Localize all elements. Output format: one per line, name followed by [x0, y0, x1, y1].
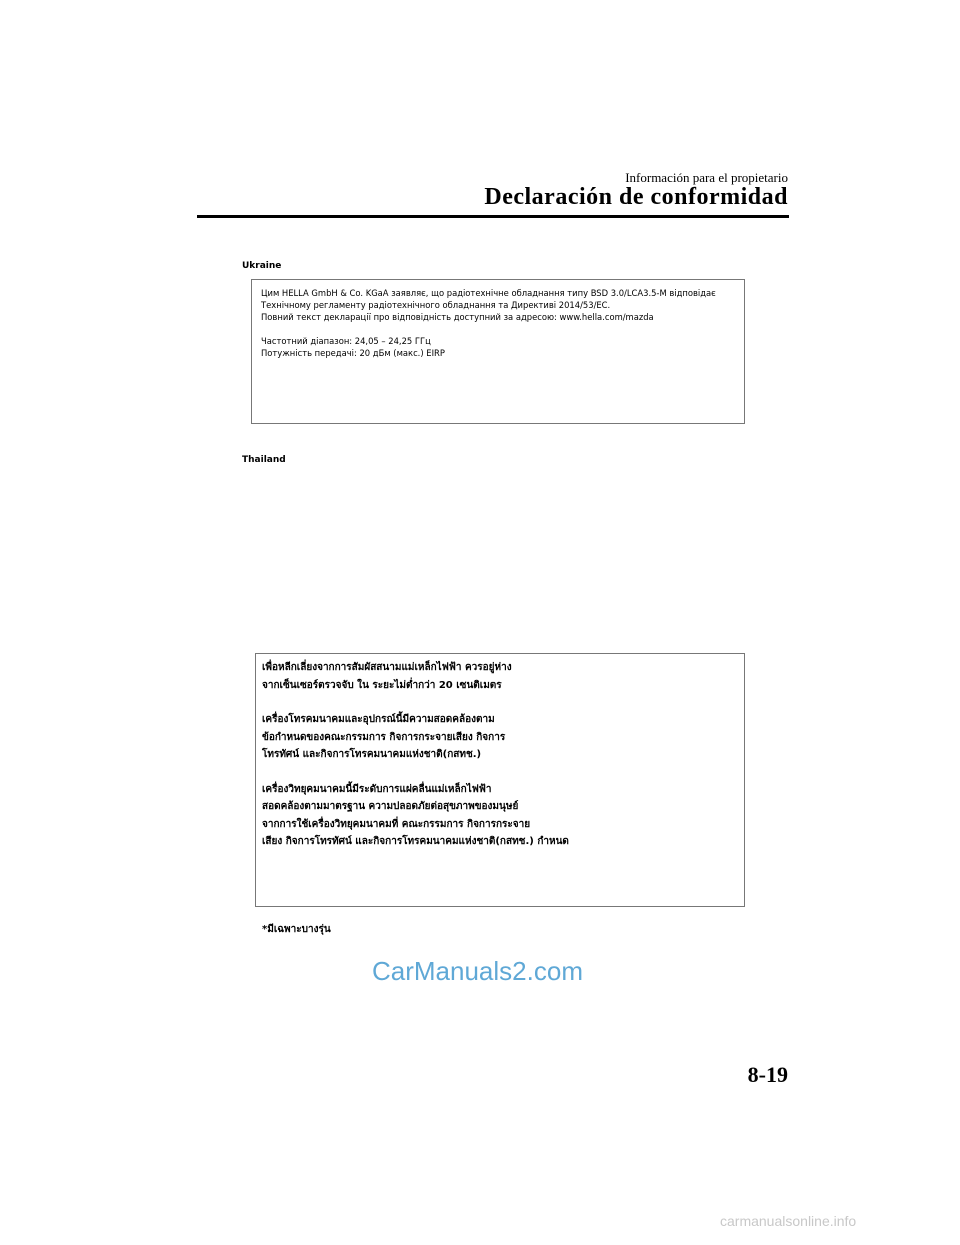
thailand-line: เพื่อหลีกเลี่ยงจากการสัมผัสสนามแม่เหล็กไฟฟ้า ควรอยู่ห่าง [262, 662, 512, 673]
thailand-line: สอดคล้องตามมาตรฐาน ความปลอดภัยต่อสุขภาพของมนุษย์ [262, 801, 519, 812]
header-divider [197, 215, 789, 218]
thailand-label: Thailand [242, 455, 286, 465]
thailand-line: ข้อกำหนดของคณะกรรมการ กิจการกระจายเสียง กิจการ [262, 731, 506, 743]
thailand-line: เสียง กิจการโทรทัศน์ และกิจการโทรคมนาคมแห่งชาติ(กสทช.) กำหนด [262, 836, 569, 847]
thailand-line: จากเซ็นเซอร์ตรวจจับ ใน ระยะไม่ต่ำกว่า 20 เซนติเมตร [262, 679, 502, 691]
ukraine-label: Ukraine [242, 261, 282, 271]
ukraine-spec: Потужність передачі: 20 дБм (макс.) EIRP [261, 348, 445, 358]
ukraine-line: Технічному регламенту радіотехнічного обладнання та Директиві 2014/53/EC. [261, 300, 611, 310]
watermark-link[interactable]: CarManuals2.com [372, 956, 583, 986]
ukraine-spec: Частотний діапазон: 24,05 – 24,25 ГГц [261, 336, 431, 346]
thailand-line: จากการใช้เครื่องวิทยุคมนาคมที่ คณะกรรมการ กิจการกระจาย [262, 818, 531, 830]
ukraine-declaration-box [251, 279, 745, 424]
thailand-declaration-box [255, 653, 745, 907]
thailand-footnote: *มีเฉพาะบางรุ่น [262, 924, 331, 935]
footer-watermark[interactable]: carmanualsonline.info [720, 1213, 857, 1229]
thailand-line: โทรทัศน์ และกิจการโทรคมนาคมแห่งชาติ(กสทช.) [262, 749, 482, 760]
page-number: 8-19 [747, 1062, 788, 1087]
section-header: Información para el propietario [625, 170, 788, 185]
ukraine-line: Цим HELLA GmbH & Co. KGaA заявляє, що радіотехнічне обладнання типу BSD 3.0/LCA3.5-M відповідає [261, 288, 716, 298]
page-title: Declaración de conformidad [484, 184, 788, 210]
thailand-line: เครื่องวิทยุคมนาคมนี้มีระดับการแผ่คลื่นแม่เหล็กไฟฟ้า [262, 783, 492, 795]
ukraine-line: Повний текст декларації про відповідність доступний за адресою: www.hella.com/mazda [261, 312, 654, 322]
thailand-line: เครื่องโทรคมนาคมและอุปกรณ์นี้มีความสอดคล้องตาม [262, 714, 495, 725]
